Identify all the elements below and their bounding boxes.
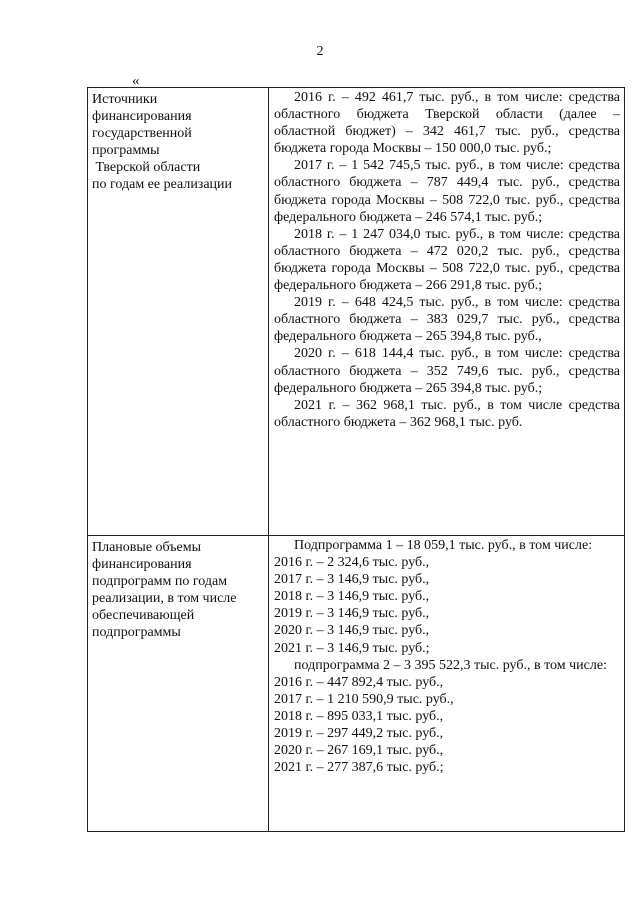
year-2017-paragraph: 2017 г. – 1 542 745,5 тыс. руб., в том числе: средства областного бюджета – 787 449,4 тыс. руб., средства бюджета города Москвы – 508 722,0 тыс. руб., средства федерального бюджета – 246 574,1 тыс. руб.; <box>274 158 620 225</box>
subprogram-2-year: 2016 г. – 447 892,4 тыс. руб., <box>274 674 444 690</box>
subprogram-financing-label <box>88 536 269 832</box>
financing-sources-text <box>269 88 625 536</box>
label-line: реализации, в том числе <box>92 591 237 607</box>
year-2016-paragraph: 2016 г. – 492 461,7 тыс. руб., в том числе: средства областного бюджета Тверской области (далее – областной бюджет) – 342 461,7 тыс. руб., средства бюджета города Москвы – 150 000,0 тыс. руб.; <box>274 90 620 157</box>
subprogram-2-year: 2017 г. – 1 210 590,9 тыс. руб., <box>274 691 454 707</box>
label-line: финансирования <box>92 557 192 573</box>
label-line: подпрограмм по годам <box>92 574 228 590</box>
subprogram-1-year: 2020 г. – 3 146,9 тыс. руб., <box>274 623 430 639</box>
subprogram-1-year: 2019 г. – 3 146,9 тыс. руб., <box>274 606 430 622</box>
program-passport-table <box>87 87 625 832</box>
subprogram-1-year: 2018 г. – 3 146,9 тыс. руб., <box>274 589 430 605</box>
financing-sources-label <box>88 88 269 536</box>
label-line: государственной <box>92 126 192 142</box>
opening-quote: « <box>132 73 140 89</box>
year-2019-paragraph: 2019 г. – 648 424,5 тыс. руб., в том числе: средства областного бюджета – 383 029,7 тыс. руб., средства федерального бюджета – 265 394,8 тыс. руб., <box>274 295 620 345</box>
page-number: 2 <box>316 44 324 59</box>
label-line: подпрограммы <box>92 625 181 641</box>
label-line: финансирования <box>92 109 192 125</box>
subprogram-financing-text <box>269 536 625 832</box>
label-line: Источники <box>92 92 158 107</box>
financing-sources-row <box>88 88 625 536</box>
subprogram-1-year: 2016 г. – 2 324,6 тыс. руб., <box>274 555 430 571</box>
label-line: Тверской области <box>92 160 201 176</box>
subprogram-2-year: 2021 г. – 277 387,6 тыс. руб.; <box>274 760 444 776</box>
label-line: по годам ее реализации <box>92 177 233 193</box>
year-2020-paragraph: 2020 г. – 618 144,4 тыс. руб., в том числе: средства областного бюджета – 352 749,6 тыс. руб., средства федерального бюджета – 265 394,8 тыс. руб.; <box>274 346 620 396</box>
subprogram-1-year: 2017 г. – 3 146,9 тыс. руб., <box>274 572 430 588</box>
label-line: программы <box>92 143 160 159</box>
subprogram-2-intro: подпрограмма 2 – 3 395 522,3 тыс. руб., в том числе: <box>294 657 607 673</box>
subprogram-2-year: 2020 г. – 267 169,1 тыс. руб., <box>274 743 444 759</box>
year-2018-paragraph: 2018 г. – 1 247 034,0 тыс. руб., в том числе: средства областного бюджета – 472 020,2 тыс. руб., средства бюджета города Москвы – 508 722,0 тыс. руб., средства федерального бюджета – 266 291,8 тыс. руб.; <box>274 226 620 294</box>
subprogram-1-intro: Подпрограмма 1 – 18 059,1 тыс. руб., в том числе: <box>294 538 593 553</box>
label-line: обеспечивающей <box>92 608 195 624</box>
subprogram-2-year: 2019 г. – 297 449,2 тыс. руб., <box>274 726 444 742</box>
subprogram-2-year: 2018 г. – 895 033,1 тыс. руб., <box>274 708 444 724</box>
year-2021-paragraph: 2021 г. – 362 968,1 тыс. руб., в том числе средства областного бюджета – 362 968,1 тыс. руб. <box>274 397 620 430</box>
subprogram-financing-row <box>88 536 625 832</box>
label-line: Плановые объемы <box>92 540 202 555</box>
subprogram-1-year: 2021 г. – 3 146,9 тыс. руб.; <box>274 640 430 656</box>
